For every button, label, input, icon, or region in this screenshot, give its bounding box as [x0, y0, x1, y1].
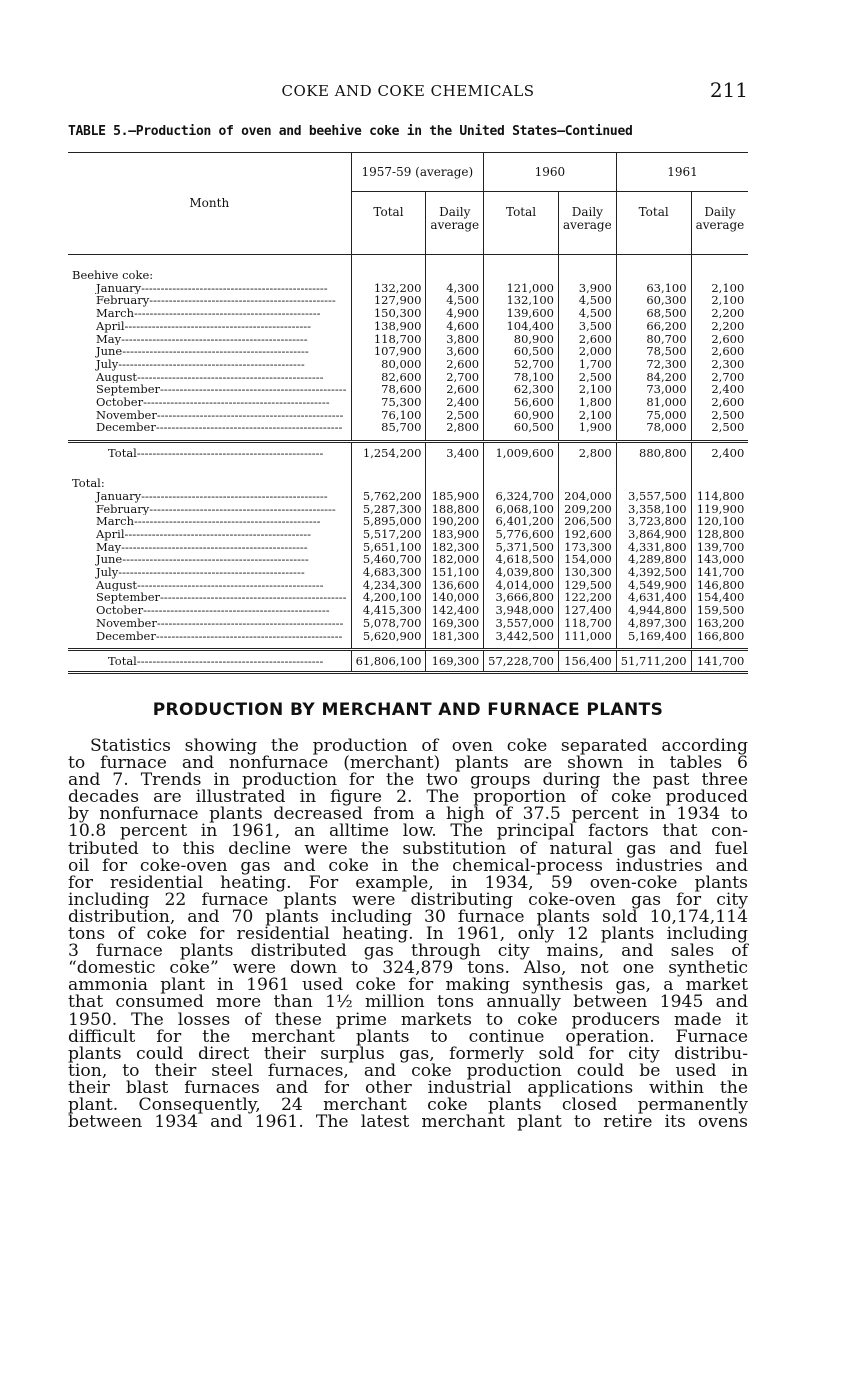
dot-leader: ------------------------------------------------ [118, 357, 305, 371]
month-label: March [96, 515, 134, 528]
table-cell: 5,517,200 [351, 528, 426, 541]
table-cell: 4,600 [426, 320, 484, 333]
text-line: ammonia plant in 1961 used coke for making synthesis gas, a market [68, 975, 748, 996]
table-row [68, 617, 748, 630]
table-cell: 139,700 [696, 539, 745, 554]
table-cell: 75,300 [351, 396, 426, 409]
month-label: June [96, 345, 123, 358]
table-cell: 132,100 [484, 294, 559, 307]
table-cell: 2,100 [559, 383, 617, 396]
total-section [68, 463, 748, 673]
table-cell: 3,800 [426, 333, 484, 346]
text-line: and 7. Trends in production for the two groups during the past three [68, 770, 748, 791]
table-cell: 78,000 [616, 421, 691, 434]
month-label: April [96, 319, 125, 333]
table-cell: 2,600 [711, 331, 745, 346]
table-cell: 140,000 [426, 591, 484, 604]
table-cell: 60,500 [484, 421, 559, 434]
table-cell: 4,500 [559, 307, 617, 320]
total-cell: 1,254,200 [351, 442, 426, 464]
text-line: Statistics showing the production of oven coke separated according [90, 736, 748, 756]
table-cell: 1,700 [559, 358, 617, 371]
table-cell: 114,800 [696, 488, 745, 503]
table-cell: 52,700 [484, 358, 559, 371]
total-label: Total [108, 445, 137, 460]
month-label: May [96, 332, 122, 346]
table-cell: 3,358,100 [616, 503, 691, 516]
table-cell: 5,895,000 [351, 515, 426, 528]
table-cell: 173,300 [559, 541, 617, 554]
table-row [68, 396, 748, 409]
table-cell: 2,300 [711, 356, 745, 371]
month-label: July [96, 357, 119, 371]
table-cell: 3,864,900 [616, 528, 691, 541]
table-cell: 5,620,900 [351, 630, 426, 643]
table-cell: 80,900 [484, 333, 559, 346]
table-cell: 76,100 [351, 409, 426, 422]
table-cell: 80,700 [616, 333, 691, 346]
text-line: their blast furnaces and for other industrial applications within the [68, 1077, 748, 1098]
total-cell: 1,009,600 [484, 442, 559, 464]
table-cell: 209,200 [559, 503, 617, 516]
table-cell: 128,800 [696, 526, 745, 541]
table-cell: 151,100 [426, 566, 484, 579]
table-cell: 154,000 [559, 553, 617, 566]
table-caption: TABLE 5.—Production of oven and beehive coke in the United States—Continued [68, 124, 633, 139]
text-line: decades are illustrated in figure 2. The proportion of coke produced [68, 787, 748, 808]
table-cell: 139,600 [484, 307, 559, 320]
text-line: to furnace and nonfurnace (merchant) plants are shown in tables 6 [68, 753, 748, 774]
table-row [68, 421, 748, 434]
table-cell: 2,100 [559, 409, 617, 422]
text-line: “domestic coke” were down to 324,879 tons. Also, not one synthetic [68, 958, 748, 979]
table-cell: 2,100 [711, 280, 745, 295]
total-cell: 3,400 [426, 442, 484, 464]
table-row [68, 307, 748, 320]
month-label: September [96, 591, 161, 605]
table-cell: 2,600 [711, 344, 745, 359]
table-cell: 3,600 [426, 345, 484, 358]
text-line: 1950. The losses of these prime markets to coke producers made it [68, 1009, 748, 1030]
month-label: December [96, 421, 156, 435]
section-label: Total: [68, 463, 351, 490]
table-cell: 163,200 [696, 615, 745, 630]
table-cell: 4,300 [426, 282, 484, 295]
table-cell: 5,460,700 [351, 553, 426, 566]
table-cell: 2,600 [426, 358, 484, 371]
table-cell: 2,200 [711, 318, 745, 333]
table-cell: 78,600 [351, 383, 426, 396]
table-cell: 56,600 [484, 396, 559, 409]
table-cell: 181,300 [426, 630, 484, 643]
dot-leader: ------------------------------------------------ [143, 396, 330, 409]
table-cell: 3,557,000 [484, 617, 559, 630]
total-cell: 169,300 [426, 650, 484, 673]
table-cell: 159,500 [696, 603, 745, 618]
table-cell: 4,631,400 [616, 591, 691, 604]
table-cell: 4,900 [426, 307, 484, 320]
table-cell: 4,200,100 [351, 591, 426, 604]
table-cell: 2,500 [711, 420, 745, 435]
table-row [68, 528, 748, 541]
month-label: January [96, 281, 142, 295]
table-cell: 63,100 [616, 282, 691, 295]
table-cell: 4,289,800 [616, 553, 691, 566]
table-cell: 2,500 [711, 407, 745, 422]
text-line: plant. Consequently, 24 merchant coke plants closed permanently [68, 1094, 748, 1115]
col-header-total: Total [616, 192, 691, 255]
dot-leader: ------------------------------------------------ [122, 553, 309, 567]
table-cell: 111,000 [559, 630, 617, 643]
table-cell: 136,600 [426, 579, 484, 592]
text-line: tons of coke for residential heating. In 1961, only 12 plants including [68, 924, 748, 945]
text-line: that consumed more than 1½ million tons annually between 1945 and [68, 992, 748, 1013]
period-header-1960: 1960 [484, 153, 617, 192]
dot-leader: ------------------------------------------------ [160, 591, 347, 605]
table-cell: 68,500 [616, 307, 691, 320]
table-cell: 107,900 [351, 345, 426, 358]
table-cell: 166,800 [696, 628, 745, 643]
table-cell: 169,300 [426, 617, 484, 630]
total-cell: 880,800 [616, 442, 691, 464]
table-cell: 122,200 [559, 591, 617, 604]
table-cell: 206,500 [559, 515, 617, 528]
table-cell: 5,169,400 [616, 630, 691, 643]
col-header-total: Total [484, 192, 559, 255]
table-cell: 204,000 [559, 490, 617, 503]
table-cell: 1,800 [559, 396, 617, 409]
table-cell: 72,300 [616, 358, 691, 371]
table-cell: 66,200 [616, 320, 691, 333]
table-cell: 4,331,800 [616, 541, 691, 554]
table-cell: 3,723,800 [616, 515, 691, 528]
total-cell: 2,400 [691, 442, 748, 464]
table-cell: 4,234,300 [351, 579, 426, 592]
table-cell: 78,100 [484, 371, 559, 384]
month-label: November [96, 408, 157, 422]
total-row [68, 650, 748, 673]
text-line: for residential heating. For example, in 1934, 59 oven-coke plants [68, 872, 748, 893]
body-paragraph [68, 738, 748, 1131]
table-cell: 127,400 [559, 604, 617, 617]
table-cell: 3,557,500 [616, 490, 691, 503]
dot-leader: ------------------------------------------------ [156, 408, 344, 422]
table-cell: 118,700 [559, 617, 617, 630]
dot-leader: ------------------------------------------------ [137, 370, 324, 384]
table-cell: 183,900 [426, 528, 484, 541]
table-cell: 82,600 [351, 371, 426, 384]
col-header-daily-average: Daily average [691, 192, 748, 255]
table-cell: 127,900 [351, 294, 426, 307]
table-row [68, 320, 748, 333]
running-title: COKE AND COKE CHEMICALS [281, 82, 535, 100]
table-cell: 185,900 [426, 490, 484, 503]
beehive-section [68, 255, 748, 464]
col-header-daily-average: Daily average [559, 192, 617, 255]
table-cell: 138,900 [351, 320, 426, 333]
table-cell: 182,300 [426, 541, 484, 554]
text-line: including 22 furnace plants were distributing coke-oven gas for city [68, 889, 748, 910]
month-label: November [96, 616, 157, 630]
table-cell: 5,078,700 [351, 617, 426, 630]
dot-leader: ------------------------------------------------ [136, 653, 324, 668]
table-cell: 85,700 [351, 421, 426, 434]
table-cell: 4,944,800 [616, 604, 691, 617]
month-label: December [96, 629, 156, 643]
dot-leader: ------------------------------------------------ [143, 604, 330, 617]
text-line: oil for coke-oven gas and coke in the chemical-process industries and [68, 855, 748, 876]
table-cell: 4,683,300 [351, 566, 426, 579]
table-cell: 60,500 [484, 345, 559, 358]
table-cell: 2,400 [426, 396, 484, 409]
total-row [68, 442, 748, 464]
table-cell: 118,700 [351, 333, 426, 346]
table-cell: 2,000 [559, 345, 617, 358]
dot-leader: ------------------------------------------------ [137, 578, 324, 592]
total-cell: 2,800 [559, 442, 617, 464]
table-cell: 130,300 [559, 566, 617, 579]
coke-production-table [68, 152, 748, 674]
table-cell: 2,200 [711, 306, 745, 321]
table-cell: 3,900 [559, 282, 617, 295]
month-label: February [96, 294, 150, 308]
table-cell: 150,300 [351, 307, 426, 320]
table-cell: 81,000 [616, 396, 691, 409]
table-cell: 121,000 [484, 282, 559, 295]
table-cell: 75,000 [616, 409, 691, 422]
table-cell: 3,442,500 [484, 630, 559, 643]
table-cell: 146,800 [696, 577, 745, 592]
table-cell: 6,324,700 [484, 490, 559, 503]
table-cell: 4,014,000 [484, 579, 559, 592]
table-row [68, 358, 748, 371]
dot-leader: ------------------------------------------------ [155, 421, 343, 435]
table-cell: 4,549,900 [616, 579, 691, 592]
table-cell: 2,400 [711, 382, 745, 397]
text-line: difficult for the merchant plants to continue operation. Furnace [68, 1026, 748, 1047]
text-line: plants could direct their surplus gas, formerly sold for city distribu- [68, 1043, 748, 1064]
month-label: September [96, 383, 161, 397]
table-cell: 84,200 [616, 371, 691, 384]
table-cell: 5,776,600 [484, 528, 559, 541]
table-row [68, 630, 748, 643]
table-cell: 188,800 [426, 503, 484, 516]
col-header-daily-average: Daily average [426, 192, 484, 255]
table-cell: 73,000 [616, 383, 691, 396]
table-cell: 60,900 [484, 409, 559, 422]
table-cell: 2,500 [426, 409, 484, 422]
table-cell: 143,000 [696, 552, 745, 567]
table-cell: 119,900 [696, 501, 745, 516]
dot-leader: ------------------------------------------------ [156, 616, 344, 630]
table-cell: 129,500 [559, 579, 617, 592]
total-cell: 61,806,100 [351, 650, 426, 673]
month-label: March [96, 307, 134, 320]
table-cell: 104,400 [484, 320, 559, 333]
table-cell: 4,415,300 [351, 604, 426, 617]
table-cell: 2,700 [426, 371, 484, 384]
table-cell: 132,200 [351, 282, 426, 295]
month-column-header: Month [68, 153, 351, 255]
table-row [68, 490, 748, 503]
table-cell: 2,600 [559, 333, 617, 346]
table-cell: 154,400 [696, 590, 745, 605]
total-cell: 141,700 [691, 650, 748, 673]
table-cell: 5,651,100 [351, 541, 426, 554]
dot-leader: ------------------------------------------------ [141, 281, 328, 295]
period-header-1957-59: 1957-59 (average) [351, 153, 484, 192]
text-line: tion, to their steel furnaces, and coke production could be used in [68, 1060, 748, 1081]
month-label: August [96, 578, 138, 592]
text-line: distribution, and 70 plants including 30 furnace plants sold 10,174,114 [68, 906, 748, 927]
table-cell: 62,300 [484, 383, 559, 396]
text-line: between 1934 and 1961. The latest merchant plant to retire its ovens [68, 1112, 748, 1133]
table-cell: 80,000 [351, 358, 426, 371]
dot-leader: ------------------------------------------------ [133, 515, 321, 528]
table-row [68, 566, 748, 579]
col-header-total: Total [351, 192, 426, 255]
month-label: January [96, 489, 142, 503]
month-label: February [96, 502, 150, 516]
table-cell: 2,500 [559, 371, 617, 384]
month-label: May [96, 540, 122, 554]
total-cell: 156,400 [559, 650, 617, 673]
table-cell: 2,600 [711, 395, 745, 410]
dot-leader: ------------------------------------------------ [149, 294, 336, 308]
dot-leader: ------------------------------------------------ [149, 502, 336, 516]
table-cell: 6,401,200 [484, 515, 559, 528]
dot-leader: ------------------------------------------------ [136, 445, 324, 460]
total-label: Total [108, 653, 137, 668]
month-label: August [96, 370, 138, 384]
table-cell: 5,371,500 [484, 541, 559, 554]
table-cell: 4,897,300 [616, 617, 691, 630]
table-cell: 78,500 [616, 345, 691, 358]
dot-leader: ------------------------------------------------ [124, 319, 312, 333]
text-line: tributed to this decline were the substitution of natural gas and fuel [68, 838, 748, 859]
table-cell: 4,618,500 [484, 553, 559, 566]
text-line: 3 furnace plants distributed gas through city mains, and sales of [68, 941, 748, 962]
table-cell: 190,200 [426, 515, 484, 528]
section-heading: PRODUCTION BY MERCHANT AND FURNACE PLANTS [152, 700, 664, 720]
total-cell: 51,711,200 [616, 650, 691, 673]
running-head [68, 80, 748, 104]
table-cell: 3,500 [559, 320, 617, 333]
month-label: October [96, 396, 144, 409]
table-cell: 182,000 [426, 553, 484, 566]
table-cell: 5,762,200 [351, 490, 426, 503]
dot-leader: ------------------------------------------------ [124, 527, 312, 541]
month-label: July [96, 566, 119, 579]
table-cell: 4,500 [559, 294, 617, 307]
period-header-1961: 1961 [616, 153, 748, 192]
text-line: 10.8 percent in 1961, an alltime low. The principal factors that con- [68, 821, 748, 842]
total-cell: 57,228,700 [484, 650, 559, 673]
table-cell: 4,039,800 [484, 566, 559, 579]
table-cell: 141,700 [696, 565, 745, 580]
dot-leader: ------------------------------------------------ [133, 307, 321, 320]
table-cell: 2,700 [711, 369, 745, 384]
table-cell: 3,666,800 [484, 591, 559, 604]
table-cell: 6,068,100 [484, 503, 559, 516]
dot-leader: ------------------------------------------------ [141, 489, 328, 503]
table-cell: 5,287,300 [351, 503, 426, 516]
dot-leader: ------------------------------------------------ [121, 332, 308, 346]
table-cell: 2,800 [426, 421, 484, 434]
table-cell: 4,500 [426, 294, 484, 307]
dot-leader: ------------------------------------------------ [155, 629, 343, 643]
dot-leader: ------------------------------------------------ [122, 345, 309, 358]
text-line: by nonfurnace plants decreased from a high of 37.5 percent in 1934 to [68, 804, 748, 825]
table-cell: 4,392,500 [616, 566, 691, 579]
month-label: June [96, 553, 123, 567]
page-number: 211 [709, 78, 748, 102]
table-row [68, 604, 748, 617]
table-cell: 192,600 [559, 528, 617, 541]
table-cell: 120,100 [696, 514, 745, 529]
dot-leader: ------------------------------------------------ [118, 566, 305, 579]
dot-leader: ------------------------------------------------ [160, 383, 347, 397]
table-cell: 60,300 [616, 294, 691, 307]
table-cell: 142,400 [426, 604, 484, 617]
month-label: April [96, 527, 125, 541]
table-cell: 1,900 [559, 421, 617, 434]
month-label: October [96, 604, 144, 617]
table-cell: 2,600 [426, 383, 484, 396]
section-label: Beehive coke: [68, 255, 351, 282]
table-cell: 3,948,000 [484, 604, 559, 617]
table-cell: 2,100 [711, 293, 745, 308]
dot-leader: ------------------------------------------------ [121, 540, 308, 554]
